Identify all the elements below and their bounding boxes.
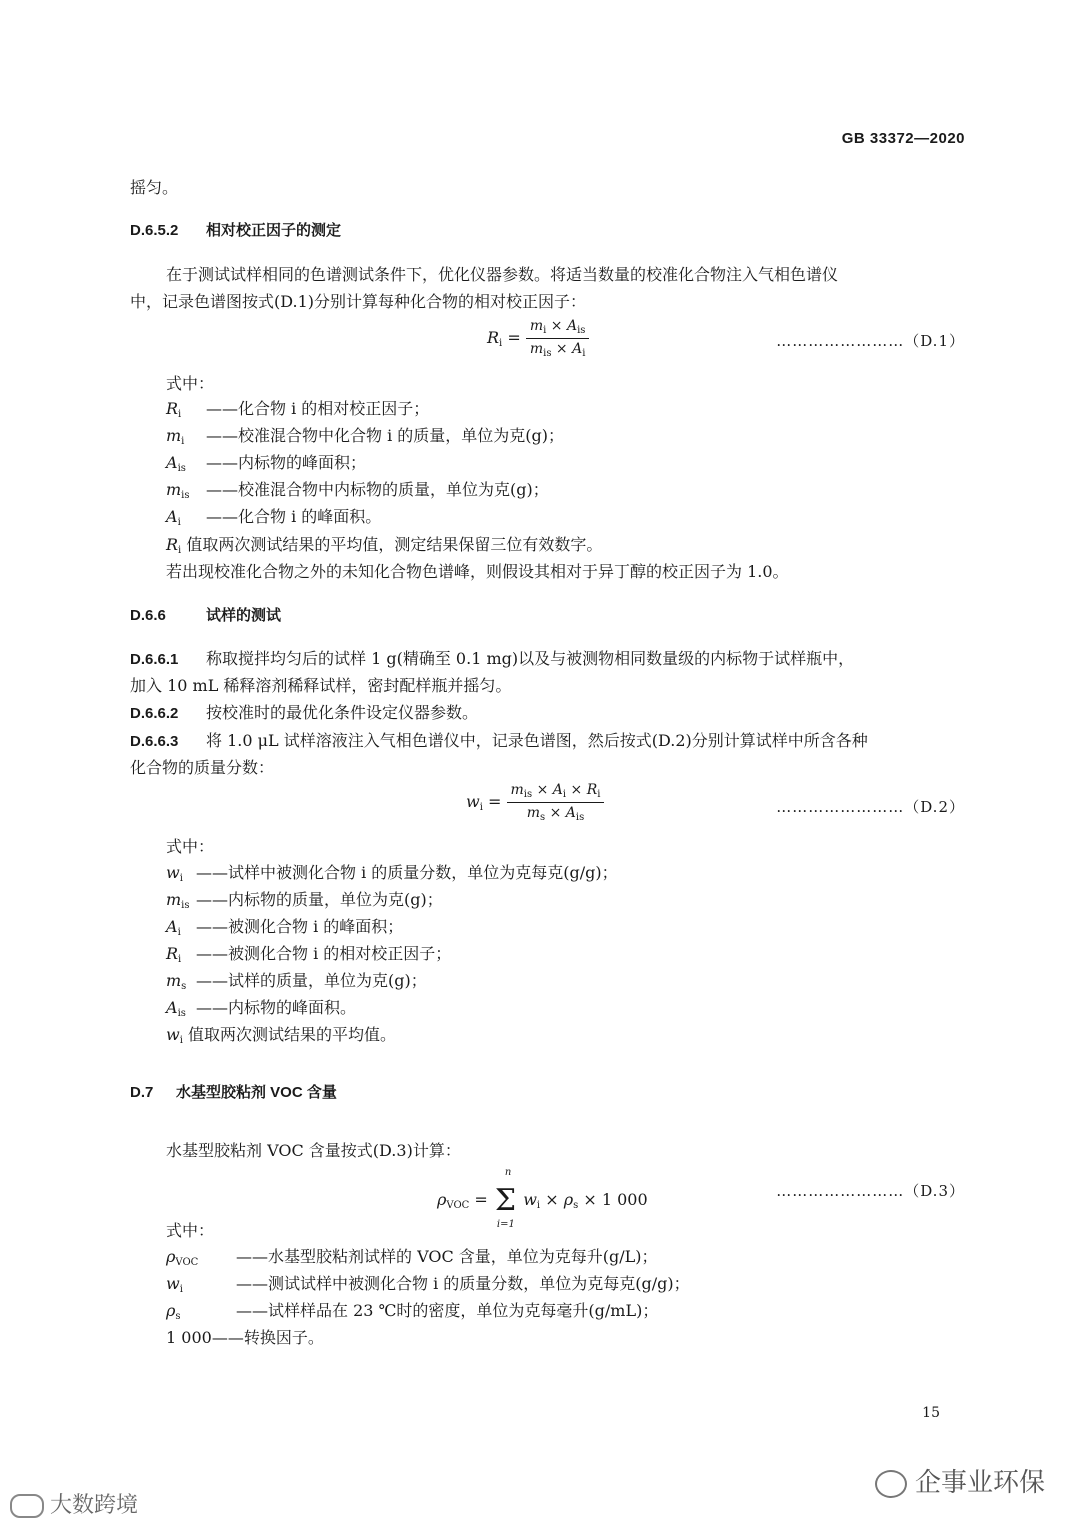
note-line: Ri 值取两次测试结果的平均值，测定结果保留三位有效数字。: [166, 535, 603, 556]
where-label: 式中：: [166, 1221, 215, 1240]
where-label: 式中：: [166, 837, 215, 856]
paragraph-line: 化合物的质量分数：: [130, 758, 275, 777]
clause-d661: D.6.6.1 称取搅拌均匀后的试样 1 g(精确至 0.1 mg)以及与被测物相同数量级的内标物于试样瓶中，: [130, 649, 855, 668]
clause-d663: D.6.6.3 将 1.0 μL 试样溶液注入气相色谱仪中，记录色谱图，然后按式(D.2)分别计算试样中所含各种: [130, 731, 868, 750]
definition-line: ms ——试样的质量，单位为克(g)；: [166, 971, 427, 992]
note-line: 若出现校准化合物之外的未知化合物色谱峰，则假设其相对于异丁醇的校正因子为 1.0。: [166, 562, 789, 581]
watermark-left: 大数跨境: [10, 1488, 138, 1519]
paragraph-line: 水基型胶粘剂 VOC 含量按式(D.3)计算：: [166, 1141, 461, 1160]
definition-line: mis ——校准混合物中内标物的质量，单位为克(g)；: [166, 480, 549, 501]
continued-text: 摇匀。: [130, 178, 179, 197]
equation-ref-d2: ……………………（D.2）: [776, 798, 965, 816]
section-heading-d652: [130, 220, 341, 242]
formula-d3: ρVOC = Σ n i=1 wi × ρs × 1 000: [437, 1167, 648, 1230]
definition-line: mis ——内标物的质量，单位为克(g)；: [166, 890, 443, 911]
section-number: D.6.5.2: [130, 222, 179, 239]
paragraph-line: 在于测试试样相同的色谱测试条件下，优化仪器参数。将适当数量的校准化合物注入气相色谱仪: [166, 265, 839, 284]
wechat-icon: [875, 1470, 907, 1498]
page-number: 15: [922, 1405, 940, 1421]
where-label: 式中：: [166, 374, 215, 393]
equation-ref-d1: ……………………（D.1）: [776, 332, 965, 350]
definition-line: Ri ——被测化合物 i 的相对校正因子；: [166, 944, 452, 965]
definition-line: mi ——校准混合物中化合物 i 的质量，单位为克(g)；: [166, 426, 565, 447]
watermark-right: 企事业环保: [875, 1462, 1045, 1499]
summation-symbol: Σ n i=1: [494, 1167, 517, 1230]
note-line: wi 值取两次测试结果的平均值。: [166, 1025, 397, 1046]
definition-line: 1 000——转换因子。: [166, 1328, 324, 1347]
definition-line: Ais ——内标物的峰面积。: [166, 998, 357, 1019]
definition-line: ρVOC ——水基型胶粘剂试样的 VOC 含量，单位为克每升(g/L)；: [166, 1247, 658, 1268]
definition-line: Ais ——内标物的峰面积；: [166, 453, 367, 474]
definition-line: ρs ——试样样品在 23 ℃时的密度，单位为克每毫升(g/mL)；: [166, 1301, 659, 1322]
definition-line: wi ——试样中被测化合物 i 的质量分数，单位为克每克(g/g)；: [166, 863, 618, 884]
definition-line: Ri ——化合物 i 的相对校正因子；: [166, 399, 430, 420]
definition-line: wi ——测试试样中被测化合物 i 的质量分数，单位为克每克(g/g)；: [166, 1274, 690, 1295]
definition-line: Ai ——被测化合物 i 的峰面积；: [166, 917, 404, 938]
logo-icon: [10, 1494, 44, 1518]
definition-line: Ai ——化合物 i 的峰面积。: [166, 507, 382, 528]
equation-ref-d3: ……………………（D.3）: [776, 1182, 965, 1200]
clause-d662: D.6.6.2 按校准时的最优化条件设定仪器参数。: [130, 703, 479, 722]
section-title: 相对校正因子的测定: [206, 222, 342, 239]
section-heading-d66: D.6.6 试样的测试: [130, 607, 282, 624]
standard-number: GB 33372—2020: [841, 130, 965, 147]
paragraph-line: 加入 10 mL 稀释溶剂稀释试样，密封配样瓶并摇匀。: [130, 676, 512, 695]
section-heading-d7: D.7 水基型胶粘剂 VOC 含量: [130, 1084, 337, 1101]
formula-d2: wi = $\frac{m_{is} \times A_i \times R_i}{m_s \times A_{is}}$: [466, 782, 604, 823]
paragraph-line: 中，记录色谱图按式(D.1)分别计算每种化合物的相对校正因子：: [130, 292, 587, 311]
formula-d1: Ri = $\frac{m_i \times A_{is}}{m_{is} \times A_i}$: [487, 318, 589, 359]
